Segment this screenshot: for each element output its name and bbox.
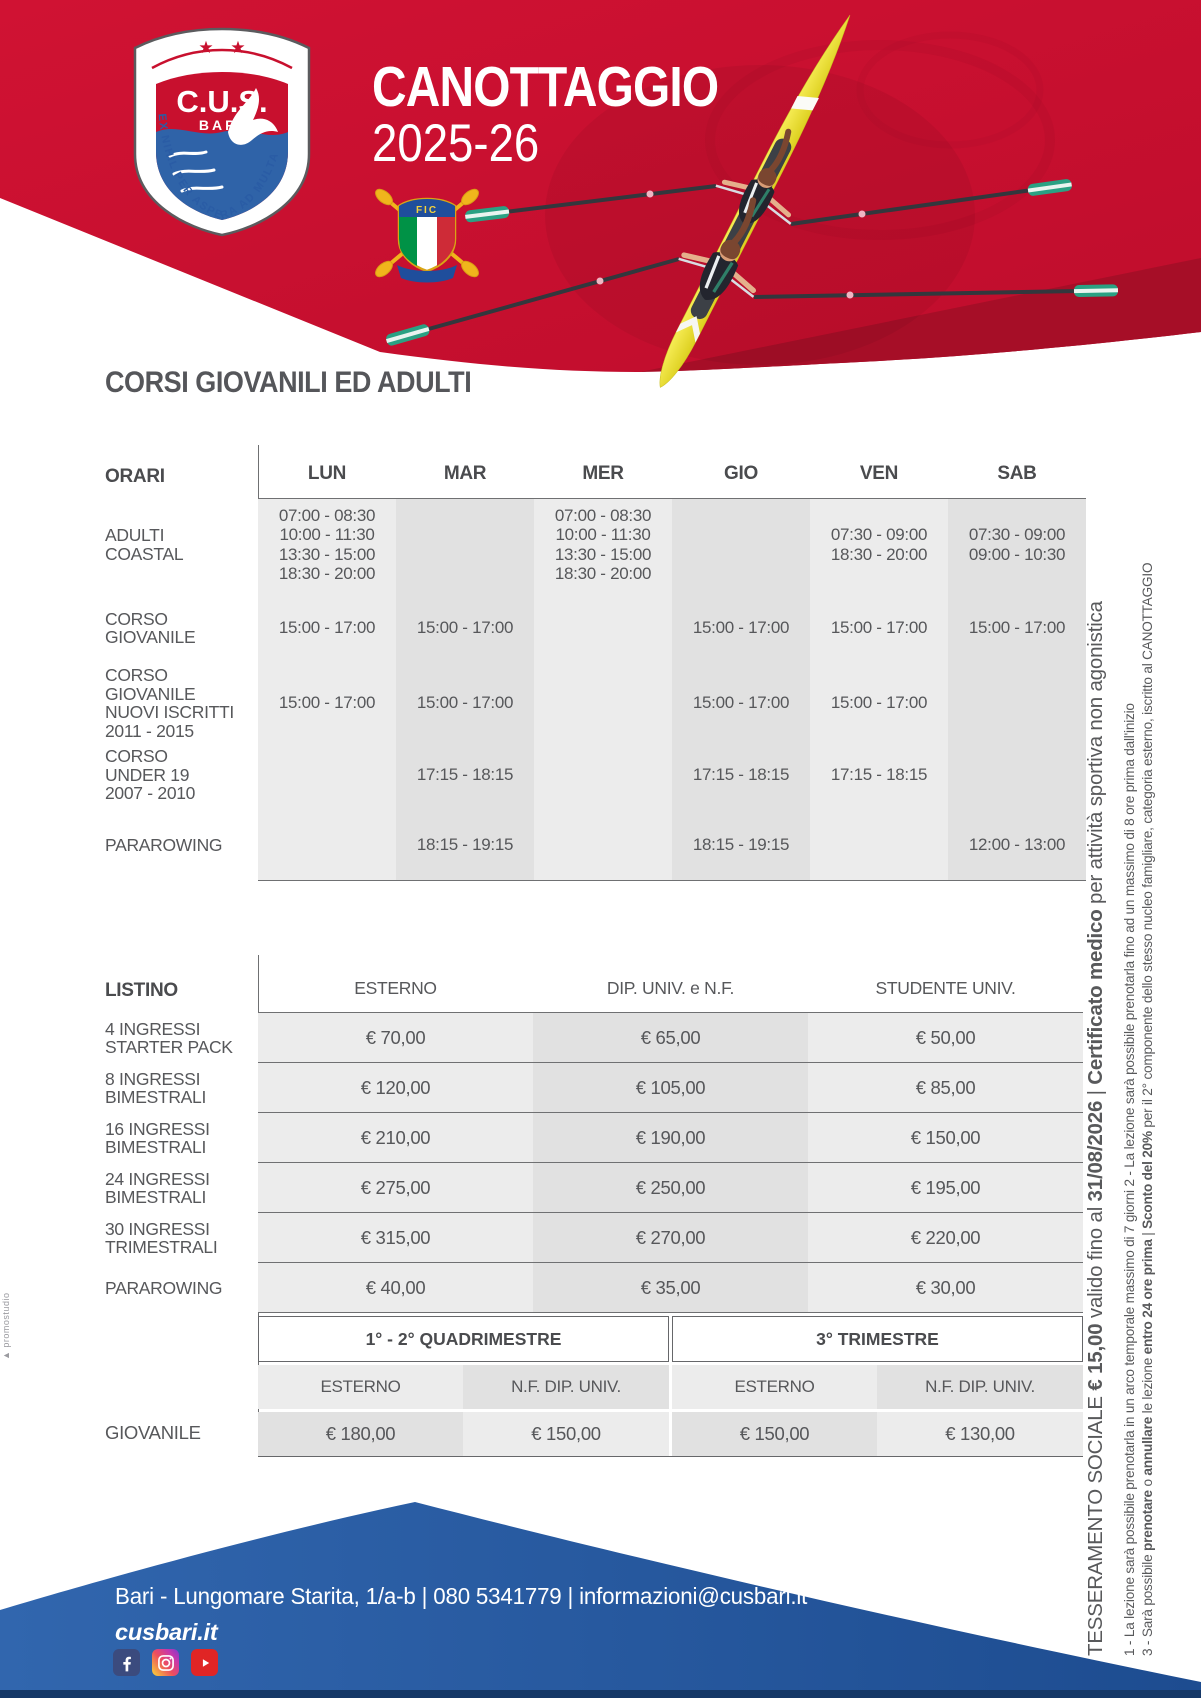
schedule-cell: 15:00 - 17:00 (396, 590, 534, 666)
schedule-cell: 15:00 - 17:00 (396, 666, 534, 740)
pricing-row (105, 1163, 1088, 1213)
schedule-row-label: CORSO UNDER 19 2007 - 2010 (105, 746, 196, 804)
pricing-row-label: 8 INGRESSI BIMESTRALI (105, 1068, 207, 1107)
pricing-cells (258, 1013, 1083, 1063)
schedule-cell (534, 590, 672, 666)
footer-website: cusbari.it (115, 1619, 218, 1645)
pricing-cell: € 50,00 (808, 1013, 1083, 1062)
pricing-column-header: DIP. UNIV. e N.F. (606, 978, 735, 998)
footer-social-icons (113, 1649, 218, 1676)
schedule-cells (258, 740, 1086, 811)
pricing-row (105, 1213, 1088, 1263)
schedule-row-label: PARAROWING (105, 834, 223, 855)
schedule-cells (258, 590, 1086, 667)
schedule-cell: 15:00 - 17:00 (810, 590, 948, 666)
pricing-column-headers (258, 955, 1083, 1013)
pricing-cells (258, 1163, 1083, 1213)
logo-motto: EX NIHIL PER ASPERA AD MULTA (155, 113, 282, 223)
pricing-row (105, 1013, 1088, 1063)
pricing-cell: € 150,00 (808, 1113, 1083, 1162)
schedule-cell: 15:00 - 17:00 (258, 590, 396, 666)
pricing-cell: € 65,00 (533, 1013, 808, 1062)
section-title: CORSI GIOVANILI ED ADULTI (105, 366, 472, 399)
pricing-row (105, 1063, 1088, 1113)
schedule-cell: 15:00 - 17:00 (258, 666, 396, 740)
schedule-row (105, 810, 1088, 880)
cus-bari-logo (122, 26, 322, 238)
giovanile-group-header: 1° - 2° QUADRIMESTRE (258, 1316, 669, 1362)
schedule-cell (810, 810, 948, 880)
pricing-cell: € 30,00 (808, 1263, 1083, 1312)
schedule-row (105, 740, 1088, 810)
schedule-header (105, 445, 1088, 499)
schedule-cell (258, 740, 396, 810)
schedule-cells (258, 810, 1086, 881)
schedule-row (105, 666, 1088, 740)
giovanile-row-label: GIOVANILE (105, 1422, 201, 1443)
schedule-cell: 07:00 - 08:30 10:00 - 11:30 13:30 - 15:00 18:30 - 20:00 (258, 499, 396, 590)
facebook-icon (113, 1649, 140, 1676)
pricing-cell: € 70,00 (258, 1013, 533, 1062)
pricing-column-header: STUDENTE UNIV. (875, 978, 1016, 998)
pricing-row-label: 24 INGRESSI BIMESTRALI (105, 1168, 210, 1207)
youtube-icon (191, 1649, 218, 1676)
pricing-cells (258, 1063, 1083, 1113)
pricing-cell: € 105,00 (533, 1063, 808, 1112)
pricing-column-header: ESTERNO (354, 978, 437, 998)
giovanile-sub-header: N.F. DIP. UNIV. (463, 1365, 669, 1409)
schedule-rows (105, 499, 1088, 880)
schedule-day-headers (258, 445, 1086, 499)
fic-logo (366, 183, 488, 283)
logo-city: BARI (198, 117, 246, 133)
schedule-cells (258, 666, 1086, 741)
schedule-cell (672, 499, 810, 590)
giovanile-block (105, 1316, 1088, 1457)
studio-credit: ▲ promostudio (1, 1292, 11, 1360)
schedule-cell: 17:15 - 18:15 (672, 740, 810, 810)
pricing-rows (105, 1013, 1088, 1313)
schedule-cell: 17:15 - 18:15 (810, 740, 948, 810)
schedule-cell: 18:15 - 19:15 (672, 810, 810, 880)
pricing-cell: € 210,00 (258, 1113, 533, 1162)
giovanile-value: € 180,00 (258, 1412, 463, 1456)
giovanile-group-headers (258, 1316, 1088, 1362)
schedule-cell: 07:30 - 09:00 09:00 - 10:30 (948, 499, 1086, 590)
pricing-row (105, 1113, 1088, 1163)
schedule-cell (258, 810, 396, 880)
pricing-cell: € 250,00 (533, 1163, 808, 1212)
schedule-cell: 07:00 - 08:30 10:00 - 11:30 13:30 - 15:00 18:30 - 20:00 (534, 499, 672, 590)
giovanile-group-header: 3° TRIMESTRE (672, 1316, 1083, 1362)
schedule-cell (534, 740, 672, 810)
day-header: VEN (859, 463, 899, 484)
side-note-1: 1 - La lezione sarà possibile prenotarla in un arco temporale massimo di 7 giorni 2 - La lezione sarà possibile prenotarla fino ad un massimo di 8 ore prima dall'inizio (1122, 703, 1137, 1656)
giovanile-value: € 130,00 (877, 1412, 1083, 1456)
giovanile-sub-headers (258, 1365, 1088, 1409)
giovanile-sub-header: ESTERNO (258, 1365, 463, 1409)
schedule-row-label: CORSO GIOVANILE (105, 608, 196, 647)
schedule-cell (948, 740, 1086, 810)
schedule-cell: 07:30 - 09:00 18:30 - 20:00 (810, 499, 948, 590)
day-header: LUN (307, 463, 347, 484)
day-header: MAR (443, 463, 487, 484)
schedule-cell: 15:00 - 17:00 (948, 590, 1086, 666)
pricing-cell: € 315,00 (258, 1213, 533, 1262)
giovanile-value: € 150,00 (463, 1412, 669, 1456)
schedule-cell (534, 666, 672, 740)
footer-address: Bari - Lungomare Starita, 1/a-b | 080 5341779 | informazioni@cusbari.it (115, 1583, 808, 1609)
pricing-corner-label: LISTINO (105, 979, 178, 1001)
star-icon: ★ (198, 38, 214, 57)
day-header: GIO (724, 463, 758, 484)
pricing-cell: € 195,00 (808, 1163, 1083, 1212)
schedule-row (105, 499, 1088, 590)
day-header: SAB (997, 463, 1037, 484)
schedule-cell: 18:15 - 19:15 (396, 810, 534, 880)
pricing-cell: € 35,00 (533, 1263, 808, 1312)
oar-blade (1074, 284, 1118, 297)
giovanile-sub-header: ESTERNO (672, 1365, 877, 1409)
schedule-cell (948, 666, 1086, 740)
pricing-cells (258, 1213, 1083, 1263)
instagram-icon (152, 1649, 179, 1676)
pricing-cell: € 270,00 (533, 1213, 808, 1262)
giovanile-value: € 150,00 (672, 1412, 877, 1456)
pricing-cell: € 40,00 (258, 1263, 533, 1312)
pricing-cell: € 190,00 (533, 1113, 808, 1162)
schedule-cells (258, 499, 1086, 591)
schedule-cell (534, 810, 672, 880)
pricing-cells (258, 1263, 1083, 1313)
schedule-row (105, 590, 1088, 666)
fic-label: FIC (415, 205, 439, 216)
day-header: MER (582, 463, 624, 484)
pricing-row-label: PARAROWING (105, 1277, 223, 1298)
schedule-cell: 15:00 - 17:00 (672, 666, 810, 740)
pricing-header (105, 955, 1088, 1013)
star-icon: ★ (230, 38, 246, 57)
schedule-cell (396, 499, 534, 590)
pricing-row-label: 16 INGRESSI BIMESTRALI (105, 1118, 210, 1157)
side-note-main: TESSERAMENTO SOCIALE € 15,00 valido fino al 31/08/2026 | Certificato medico per attività sportiva non agonistica (1084, 601, 1107, 1656)
schedule-row-label: CORSO GIOVANILE NUOVI ISCRITTI 2011 - 2015 (105, 665, 234, 741)
season: 2025-26 (372, 114, 540, 173)
pricing-table (105, 955, 1088, 1313)
giovanile-sub-header: N.F. DIP. UNIV. (877, 1365, 1083, 1409)
schedule-cell: 15:00 - 17:00 (672, 590, 810, 666)
schedule-cell: 17:15 - 18:15 (396, 740, 534, 810)
logo-acronym: C.U.S. (176, 84, 268, 119)
schedule-row-label: ADULTI COASTAL (105, 525, 184, 564)
schedule-cell: 15:00 - 17:00 (810, 666, 948, 740)
schedule-table (105, 445, 1088, 880)
schedule-corner-label: ORARI (105, 465, 165, 487)
pricing-row-label: 30 INGRESSI TRIMESTRALI (105, 1218, 218, 1257)
pricing-cells (258, 1113, 1083, 1163)
pricing-row (105, 1263, 1088, 1313)
side-note-2: 3 - Sarà possibile prenotare o annullare le lezione entro 24 ore prima | Sconto del 20% per il 2° componente dello stesso nucleo famigliare, categoria esterno, iscritto al CANOTTAGGIO (1140, 562, 1155, 1656)
pricing-cell: € 85,00 (808, 1063, 1083, 1112)
page-title: CANOTTAGGIO (372, 55, 719, 119)
pricing-cell: € 220,00 (808, 1213, 1083, 1262)
pricing-cell: € 275,00 (258, 1163, 533, 1212)
schedule-cell: 12:00 - 13:00 (948, 810, 1086, 880)
pricing-cell: € 120,00 (258, 1063, 533, 1112)
pricing-row-label: 4 INGRESSI STARTER PACK (105, 1018, 233, 1057)
